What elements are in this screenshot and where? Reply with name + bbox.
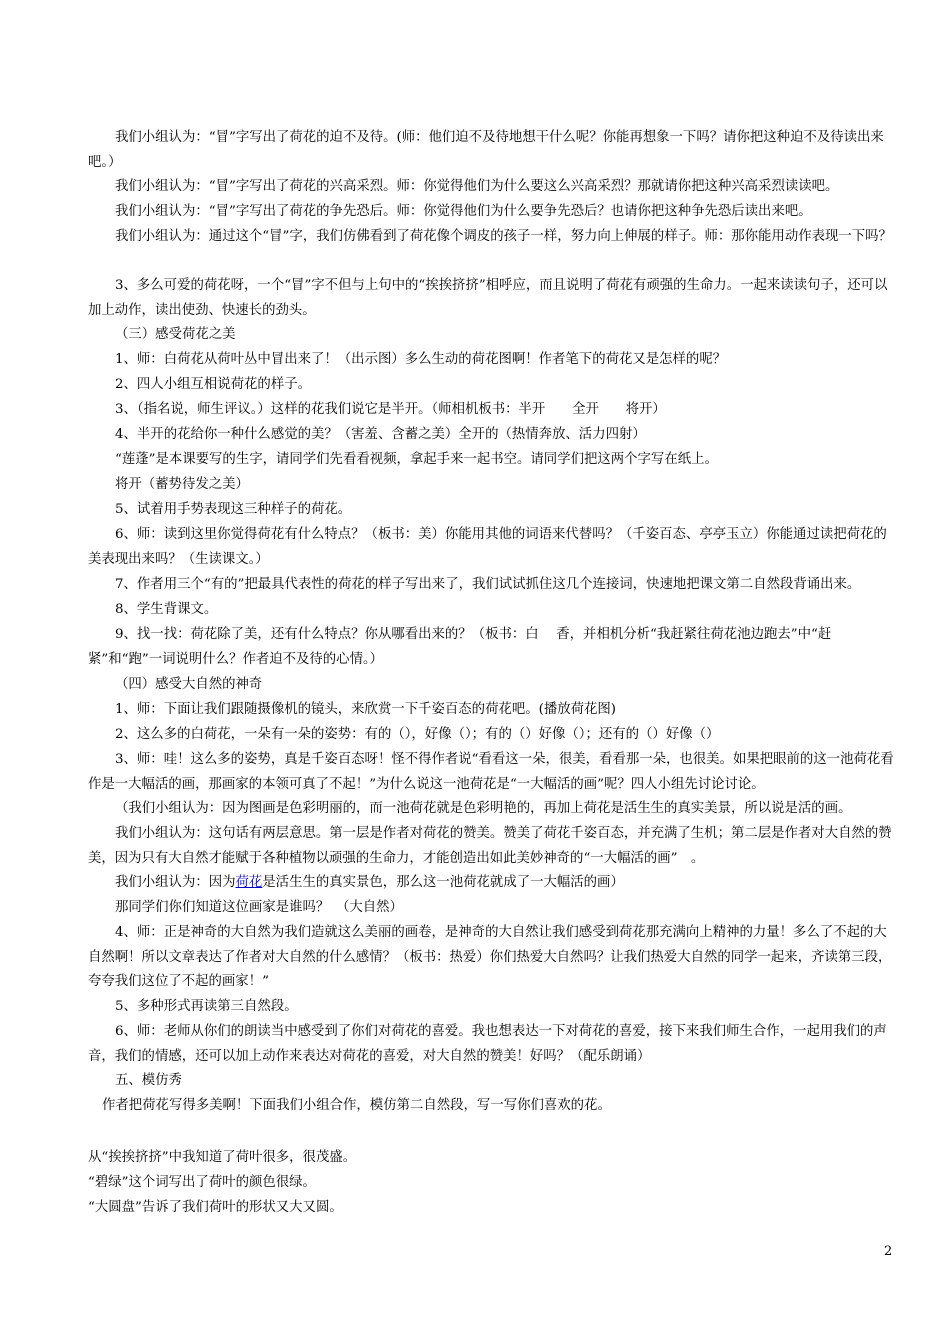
paragraph: 9、找一找：荷花除了美，还有什么特点？你从哪看出来的？（板书：白 香，并相机分析“我赶紧往荷花池边跑去”中“赶紧”和“跑”一词说明什么？作者迫不及待的心情。） — [88, 627, 832, 667]
paragraph: 作者把荷花写得多美啊！下面我们小组合作，模仿第二自然段，写一写你们喜欢的花。 — [102, 1098, 611, 1113]
paragraph: 从“挨挨挤挤”中我知道了荷叶很多，很茂盛。 — [88, 1150, 357, 1165]
paragraph: 3、（指名说，师生评议。）这样的花我们说它是半开。（师相机板书：半开 全开 将开） — [115, 402, 666, 417]
paragraph: 我们小组认为：“冒”字写出了荷花的兴高采烈。师：你觉得他们为什么要这么兴高采烈？那就请你把这种兴高采烈读读吧。 — [115, 179, 839, 194]
section-heading: （四）感受大自然的神奇 — [115, 677, 263, 692]
paragraph: “莲蓬”是本课要写的生字，请同学们先看看视频，拿起手来一起书空。请同学们把这两个字写在纸上。 — [115, 452, 718, 467]
paragraph: 我们小组认为：这句话有两层意思。第一层是作者对荷花的赞美。赞美了荷花千姿百态，并充满了生机；第二层是作者对大自然的赞美，因为只有大自然才能赋于各种植物以顽强的生命力，才能创造出如此美妙神奇的“一大幅活的画” 。 — [88, 826, 892, 866]
paragraph: 4、半开的花给你一种什么感觉的美？（害羞、含蓄之美）全开的（热情奔放、活力四射） — [115, 427, 646, 442]
paragraph-text: 是活生生的真实景色，那么这一池荷花就成了一大幅活的画） — [262, 875, 624, 890]
page-number: 2 — [884, 1244, 893, 1259]
paragraph: “大圆盘”告诉了我们荷叶的形状又大又圆。 — [88, 1200, 343, 1215]
paragraph: 1、师：下面让我们跟随摄像机的镜头，来欣赏一下千姿百态的荷花吧。(播放荷花图) — [115, 702, 617, 717]
paragraph: 4、师：正是神奇的大自然为我们造就这么美丽的画卷，是神奇的大自然让我们感受到荷花那充满向上精神的力量！多么了不起的大自然啊！所以文章表达了作者对大自然的什么感情？（板书：热爱）你们热爱大自然吗？让我们热爱大自然的同学一起来，齐读第三段，夸夸我们这位了不起的画家！” — [88, 925, 892, 989]
paragraph: 8、学生背课文。 — [115, 602, 218, 617]
paragraph: 将开（蓄势待发之美） — [115, 477, 249, 492]
paragraph: 我们小组认为：“冒”字写出了荷花的争先恐后。师：你觉得他们为什么要争先恐后？也请你把这种争先恐后读出来吧。 — [115, 204, 812, 219]
paragraph: 2、四人小组互相说荷花的样子。 — [115, 377, 311, 392]
section-heading: （三）感受荷花之美 — [115, 327, 236, 342]
section-heading: 五、模仿秀 — [115, 1073, 182, 1088]
paragraph: 那同学们你们知道这位画家是谁吗？ （大自然） — [115, 900, 403, 915]
paragraph: 6、师：老师从你们的朗读当中感受到了你们对荷花的喜爱。我也想表达一下对荷花的喜爱，接下来我们师生合作，一起用我们的声音，我们的情感，还可以加上动作来表达对荷花的喜爱，对大自然的赞美！好吗？（配乐朗诵） — [88, 1024, 887, 1064]
paragraph: 5、多种形式再读第三自然段。 — [115, 999, 298, 1014]
paragraph: 7、作者用三个“有的”把最具代表性的荷花的样子写出来了，我们试试抓住这几个连接词，快速地把课文第二自然段背诵出来。 — [115, 577, 861, 592]
paragraph: 1、师：白荷花从荷叶丛中冒出来了！（出示图）多么生动的荷花图啊！作者笔下的荷花又是怎样的呢？ — [115, 352, 727, 367]
paragraph: 我们小组认为：通过这个“冒”字，我们仿佛看到了荷花像个调皮的孩子一样，努力向上伸展的样子。师：那你能用动作表现一下吗？ — [115, 229, 892, 244]
paragraph: 我们小组认为：“冒”字写出了荷花的迫不及待。(师：他们迫不及待地想干什么呢？你能再想象一下吗？请你把这种迫不及待读出来吧。） — [88, 130, 884, 170]
paragraph: 3、师：哇！这么多的姿势，真是千姿百态呀！怪不得作者说“看看这一朵，很美，看看那一朵，也很美。如果把眼前的这一池荷花看作是一大幅活的画，那画家的本领可真了不起！”为什么说这一池荷花是“一大幅活的画”呢？四人小组先讨论讨论。 — [88, 752, 894, 792]
paragraph: 3、多么可爱的荷花呀，一个“冒”字不但与上句中的“挨挨挤挤”相呼应，而且说明了荷花有顽强的生命力。一起来读读句子，还可以加上动作，读出使劲、快速长的劲头。 — [88, 278, 888, 318]
paragraph — [88, 871, 900, 896]
paragraph-text: 我们小组认为：因为 — [115, 875, 236, 890]
paragraph: 5、试着用手势表现这三种样子的荷花。 — [115, 502, 352, 517]
paragraph: 2、这么多的白荷花，一朵有一朵的姿势：有的（），好像（）；有的（）好像（）；还有的（）好像（） — [115, 727, 720, 742]
paragraph: （我们小组认为：因为图画是色彩明丽的，而一池荷花就是色彩明艳的，再加上荷花是活生生的真实美景，所以说是活的画。 — [115, 801, 852, 816]
paragraph: 6、师：读到这里你觉得荷花有什么特点？（板书：美）你能用其他的词语来代替吗？（千姿百态、亭亭玉立）你能通过读把荷花的美表现出来吗？（生读课文。） — [88, 527, 887, 567]
paragraph: “碧绿”这个词写出了荷叶的颜色很绿。 — [88, 1175, 316, 1190]
hyperlink[interactable]: 荷花 — [235, 875, 263, 890]
